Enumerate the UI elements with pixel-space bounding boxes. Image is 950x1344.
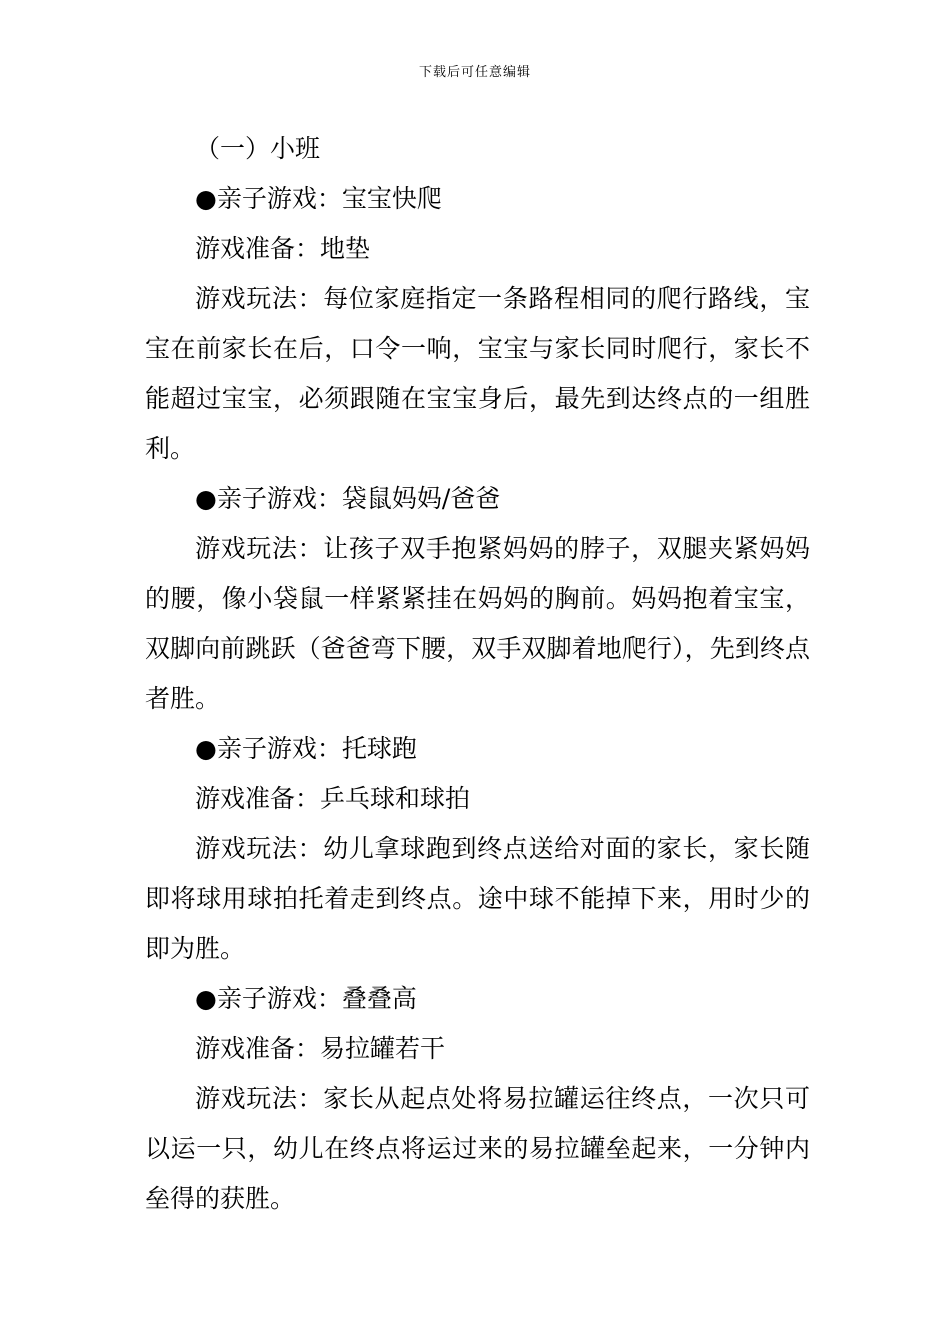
page-header: 下载后可任意编辑 xyxy=(418,65,531,80)
game-title: ●亲子游戏：托球跑 xyxy=(195,734,417,763)
game-rules: 游戏玩法：让孩子双手抱紧妈妈的脖子，双腿夹紧妈妈的腰，像小袋鼠一样紧紧挂在妈妈的胸前。妈妈抱着宝宝，双脚向前跳跃（爸爸弯下腰，双手双脚着地爬行），先到终点者胜。 xyxy=(145,534,810,713)
game-title: ●亲子游戏：宝宝快爬 xyxy=(195,184,442,213)
game-title: ●亲子游戏：袋鼠妈妈/爸爸 xyxy=(195,484,501,513)
game-rules: 游戏玩法：每位家庭指定一条路程相同的爬行路线，宝宝在前家长在后，口令一响，宝宝与家长同时爬行，家长不能超过宝宝，必须跟随在宝宝身后，最先到达终点的一组胜利。 xyxy=(145,284,810,463)
game-preparation: 游戏准备：地垫 xyxy=(195,234,371,263)
section-heading: （一）小班 xyxy=(195,134,321,163)
game-rules: 游戏玩法：家长从起点处将易拉罐运往终点，一次只可以运一只，幼儿在终点将运过来的易拉罐垒起来，一分钟内垒得的获胜。 xyxy=(145,1084,810,1213)
game-preparation: 游戏准备：易拉罐若干 xyxy=(195,1034,446,1063)
game-rules: 游戏玩法：幼儿拿球跑到终点送给对面的家长，家长随即将球用球拍托着走到终点。途中球不能掉下来，用时少的即为胜。 xyxy=(145,834,810,963)
game-title: ●亲子游戏：叠叠高 xyxy=(195,984,417,1013)
game-preparation: 游戏准备：乒乓球和球拍 xyxy=(195,784,471,813)
document-body xyxy=(145,124,810,1224)
